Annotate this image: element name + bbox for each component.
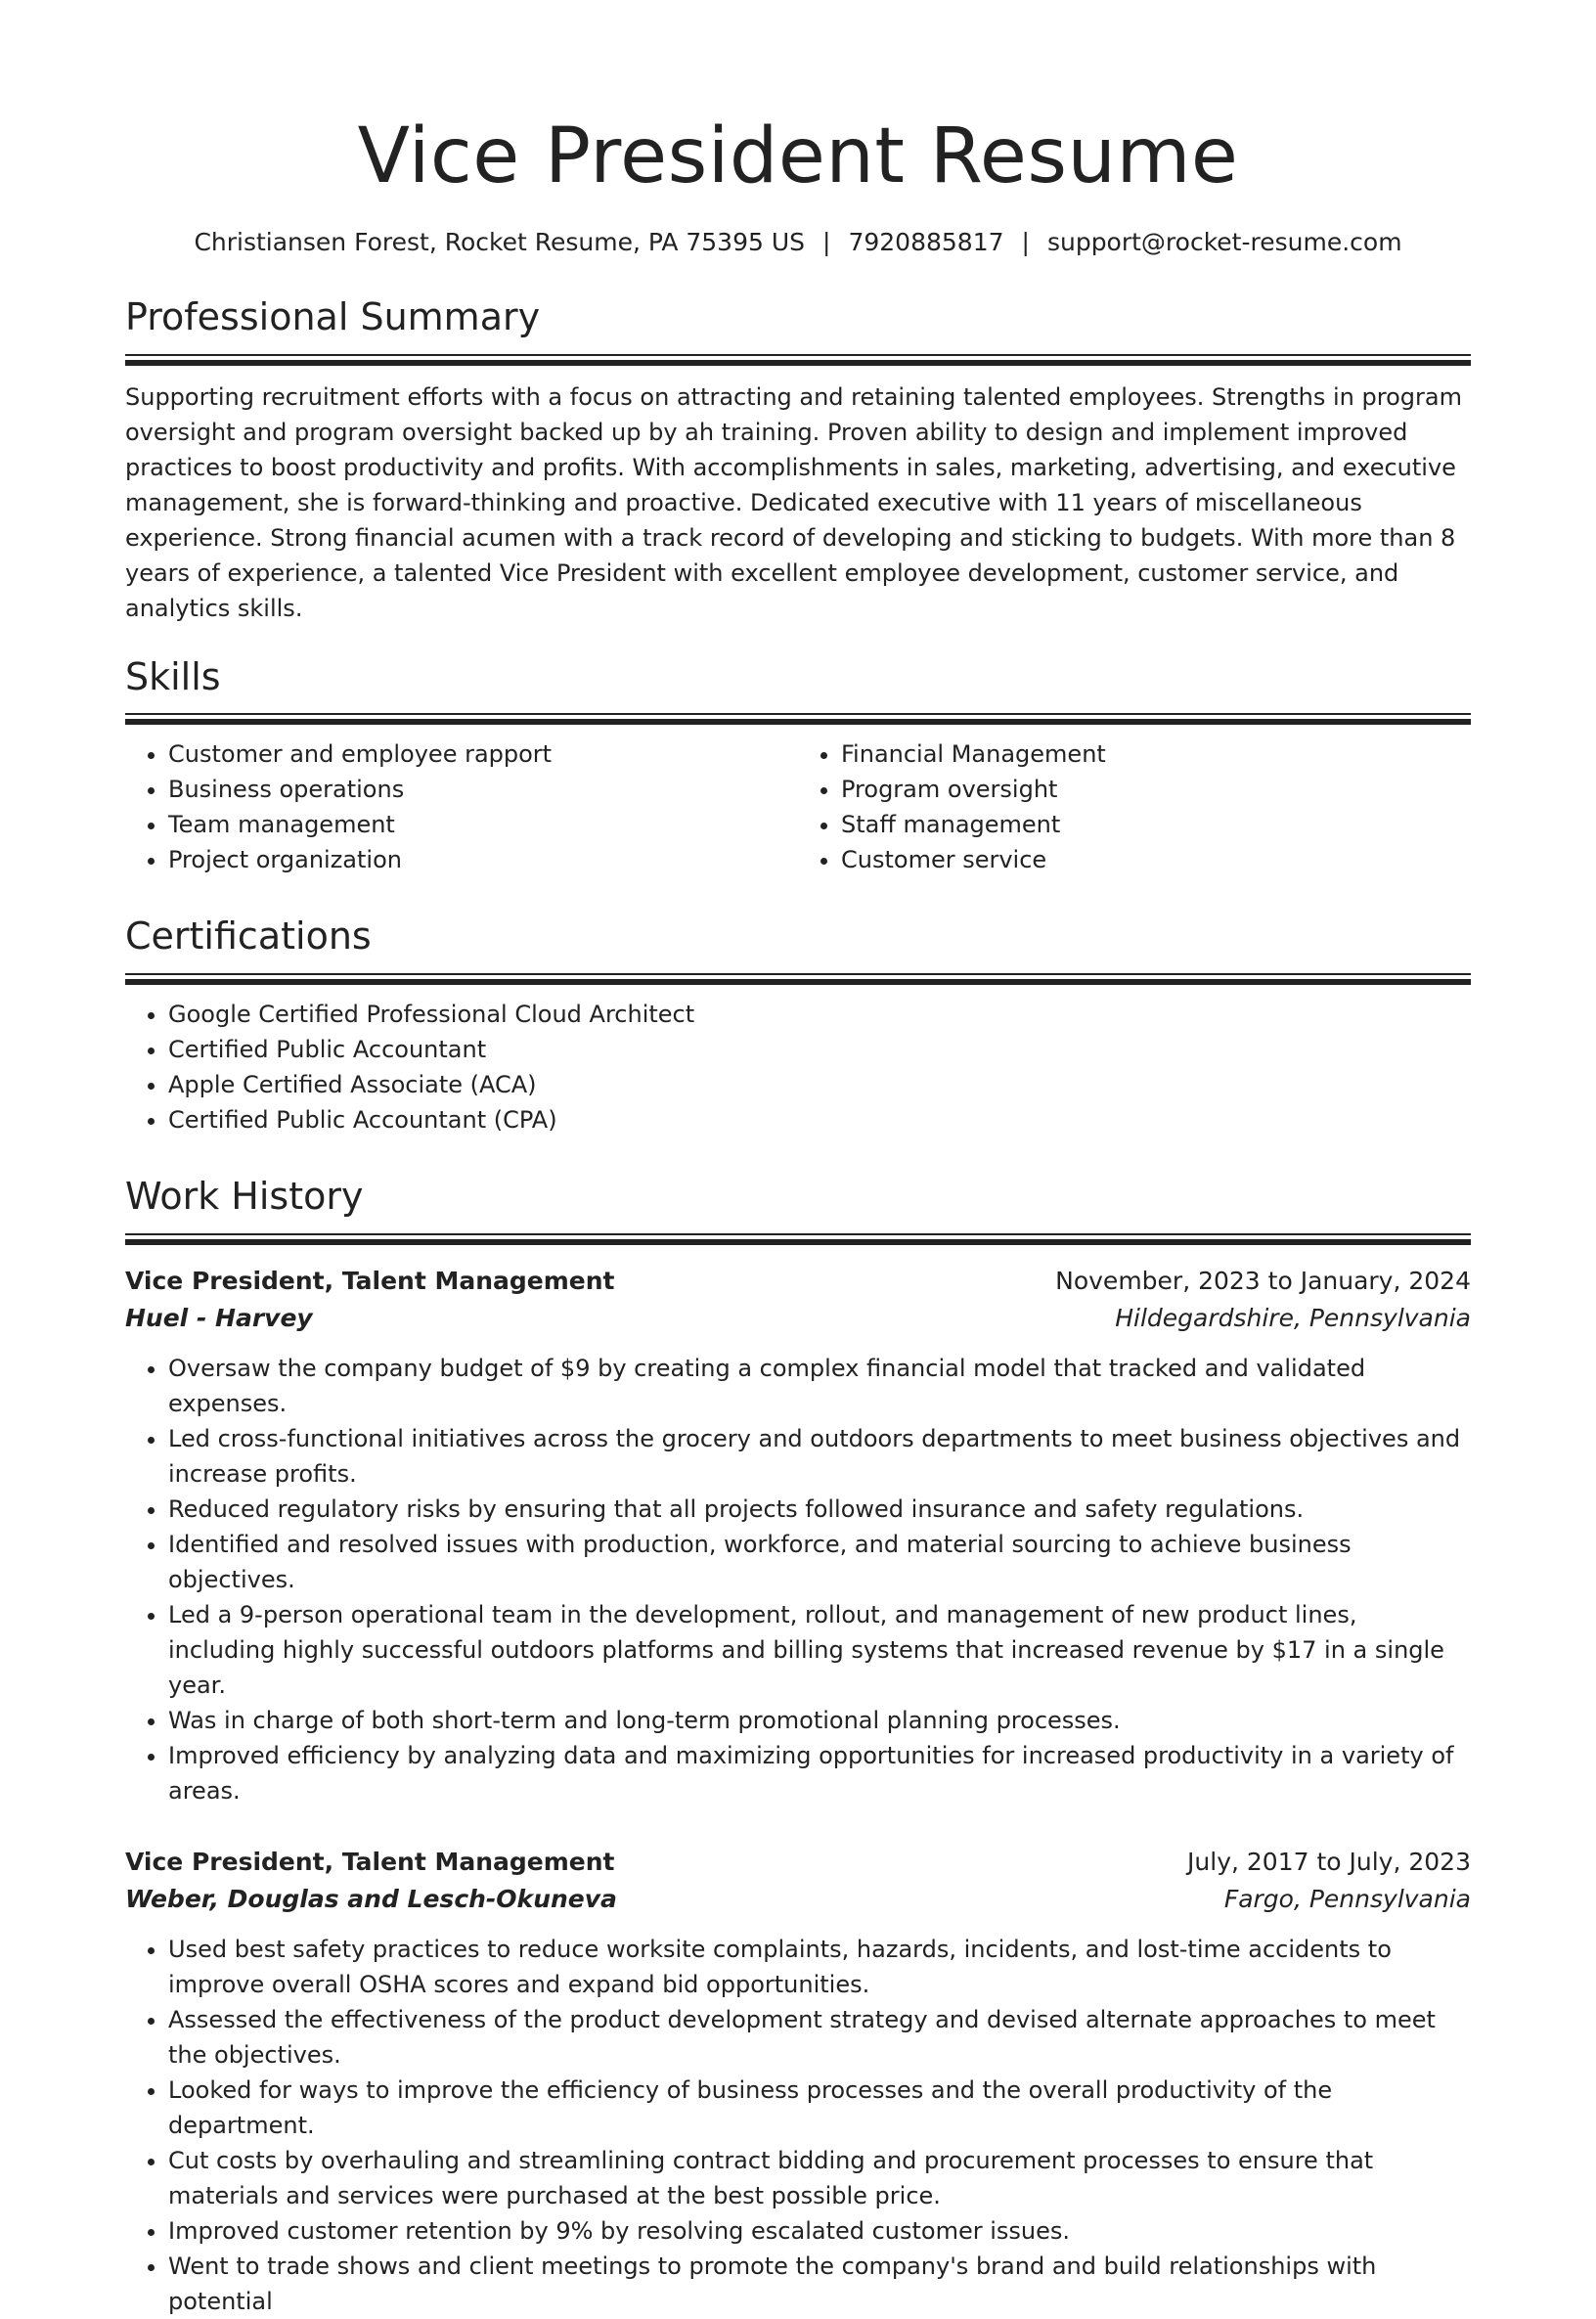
job-dates: November, 2023 to January, 2024: [1055, 1266, 1471, 1295]
certification-item: • Apple Certified Associate (ACA): [168, 1067, 1471, 1102]
job-bullet: • Reduced regulatory risks by ensuring that all projects followed insurance and safety regulations.: [168, 1492, 1471, 1527]
job-bullet: • Cut costs by overhauling and streamlining contract bidding and procurement processes to ensure that materials and services were purchased at the best possible price.: [168, 2143, 1471, 2213]
job-title: Vice President, Talent Management: [125, 1266, 615, 1295]
contact-address: Christiansen Forest, Rocket Resume, PA 75395 US: [194, 227, 806, 256]
contact-email[interactable]: support@rocket-resume.com: [1046, 227, 1402, 256]
skill-item: • Program oversight: [841, 772, 1471, 807]
job-title: Vice President, Talent Management: [125, 1847, 615, 1876]
job-bullet: • Led a 9-person operational team in the development, rollout, and management of new product lines, including highly successful outdoors platforms and billing systems that increased revenue by $17 in a single year.: [168, 1597, 1471, 1703]
contact-separator: |: [1021, 227, 1030, 256]
job-bullet: • Identified and resolved issues with production, workforce, and material sourcing to achieve business objectives.: [168, 1527, 1471, 1597]
skill-item: • Business operations: [168, 772, 798, 807]
skill-item: • Financial Management: [841, 736, 1471, 772]
job-company-row: [125, 1881, 1471, 1918]
work-heading: Work History: [125, 1175, 364, 1219]
job-bullet: • Led cross-functional initiatives across the grocery and outdoors departments to meet business objectives and increase profits.: [168, 1421, 1471, 1492]
job-bullet: • Oversaw the company budget of $9 by creating a complex financial model that tracked and validated expenses.: [168, 1351, 1471, 1421]
job-header-row: [125, 1263, 1471, 1300]
certification-item: • Certified Public Accountant: [168, 1032, 1471, 1067]
job-company: Huel - Harvey: [125, 1303, 313, 1332]
contact-line: [125, 227, 1471, 259]
job-bullet: • Used best safety practices to reduce worksite complaints, hazards, incidents, and lost-time accidents to improve overall OSHA scores and expand bid opportunities.: [168, 1932, 1471, 2002]
work-section: [125, 1175, 1471, 2319]
certifications-heading: Certifications: [125, 914, 372, 959]
contact-phone: 7920885817: [848, 227, 1004, 256]
skill-item: • Staff management: [841, 807, 1471, 842]
skill-item: • Team management: [168, 807, 798, 842]
contact-separator: |: [822, 227, 831, 256]
job-bullet: • Went to trade shows and client meetings to promote the company's brand and build relationships with potential: [168, 2249, 1471, 2319]
job-location: Hildegardshire, Pennsylvania: [1115, 1303, 1471, 1332]
job-company: Weber, Douglas and Lesch-Okuneva: [125, 1884, 617, 1913]
job-bullet: • Looked for ways to improve the efficiency of business processes and the overall productivity of the department.: [168, 2073, 1471, 2143]
summary-heading: Professional Summary: [125, 295, 541, 339]
section-divider: [125, 713, 1471, 725]
job-bullets: [125, 1351, 1471, 1808]
skill-item: • Customer service: [841, 842, 1471, 877]
certification-item: • Certified Public Accountant (CPA): [168, 1102, 1471, 1137]
certification-item: • Google Certified Professional Cloud Architect: [168, 997, 1471, 1032]
section-divider: [125, 973, 1471, 985]
skills-list-left: [125, 736, 798, 877]
job-bullet: • Was in charge of both short-term and long-term promotional planning processes.: [168, 1703, 1471, 1738]
section-divider: [125, 354, 1471, 366]
resume-title: Vice President Resume: [357, 112, 1239, 201]
skill-item: • Customer and employee rapport: [168, 736, 798, 772]
summary-text: Supporting recruitment efforts with a focus on attracting and retaining talented employees. Strengths in program oversight and program oversight backed up by ah training. Proven ability to design and implement improved practices to boost productivity and profits. With accomplishments in sales, marketing, advertising, and executive management, she is forward-thinking and proactive. Dedicated executive with 11 years of miscellaneous experience. Strong financial acumen with a track record of developing and sticking to budgets. With more than 8 years of experience, a talented Vice President with excellent employee development, customer service, and analytics skills.: [125, 382, 1462, 622]
job-header-row: [125, 1844, 1471, 1881]
skill-item: • Project organization: [168, 842, 798, 877]
job-company-row: [125, 1300, 1471, 1337]
job-bullets: [125, 1932, 1471, 2319]
skills-list-right: [798, 736, 1471, 877]
skills-heading: Skills: [125, 654, 221, 698]
summary-section: [125, 295, 1471, 626]
job-bullet: • Improved efficiency by analyzing data and maximizing opportunities for increased productivity in a variety of areas.: [168, 1738, 1471, 1808]
skills-section: [125, 655, 1471, 878]
job-location: Fargo, Pennsylvania: [1223, 1884, 1471, 1913]
certifications-section: [125, 914, 1471, 1137]
certifications-list: [125, 997, 1471, 1137]
job-bullet: • Assessed the effectiveness of the product development strategy and devised alternate approaches to meet the objectives.: [168, 2002, 1471, 2073]
job-entry: [125, 1844, 1471, 2319]
job-dates: July, 2017 to July, 2023: [1187, 1847, 1471, 1876]
section-divider: [125, 1233, 1471, 1245]
job-entry: [125, 1263, 1471, 1808]
skills-grid: [125, 725, 1471, 877]
job-bullet: • Improved customer retention by 9% by resolving escalated customer issues.: [168, 2213, 1471, 2249]
